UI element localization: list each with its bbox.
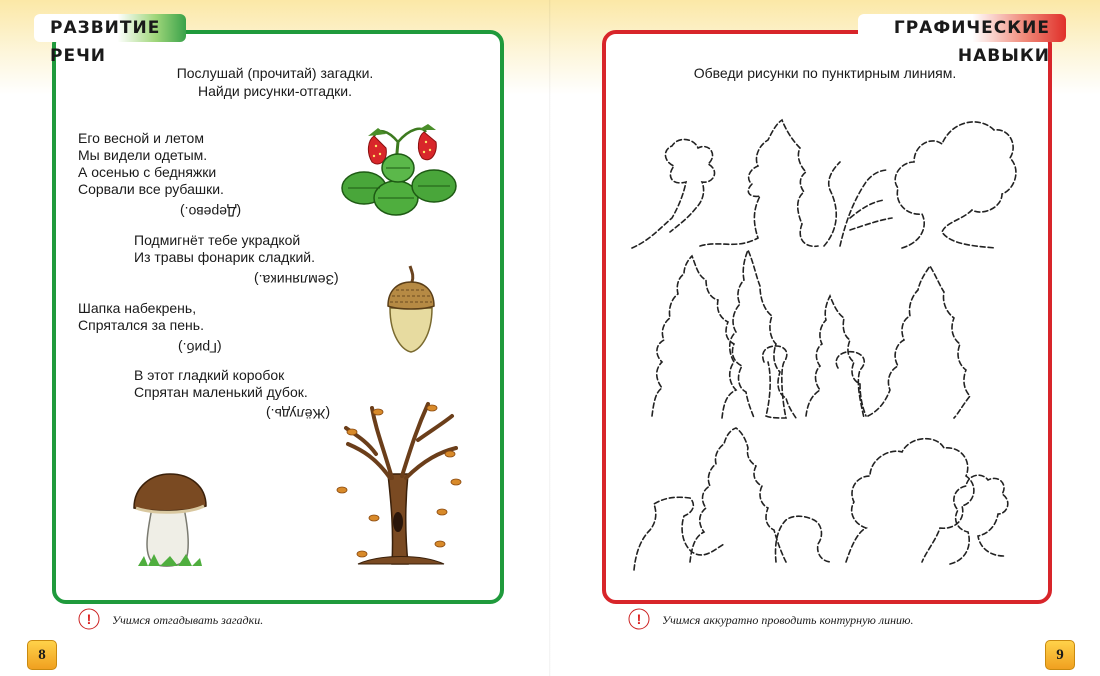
riddle-answer: (Земляника.) <box>254 272 339 288</box>
trace-fir-1 <box>700 120 818 246</box>
intro-line: Найди рисунки-отгадки. <box>197 83 353 99</box>
page-number-left: 8 <box>27 640 57 670</box>
riddle-1 <box>78 130 224 198</box>
left-section-title: РАЗВИТИЕ РЕЧИ <box>34 14 186 42</box>
trace-oak-bush <box>895 122 1016 248</box>
riddle-answer: (Гриб.) <box>178 340 222 356</box>
riddle-line: Из травы фонарик сладкий. <box>134 249 315 265</box>
adult-note-icon <box>76 606 102 632</box>
trace-mushroom-2 <box>763 346 787 418</box>
riddle-answer: (Жёлудь.) <box>266 406 331 422</box>
svg-text:!: ! <box>86 611 92 627</box>
riddle-line: В этот гладкий коробок <box>134 367 285 383</box>
riddle-line: Мы видели одетым. <box>78 147 208 163</box>
trace-tree-round <box>846 439 974 562</box>
trace-fir-5 <box>868 266 970 418</box>
riddle-line: Подмигнёт тебе украдкой <box>134 232 301 248</box>
mushroom-picture <box>130 468 210 570</box>
trace-bush-right <box>950 475 1008 564</box>
trace-mushroom-4 <box>634 497 724 570</box>
intro-line: Послушай (прочитай) загадки. <box>176 65 374 81</box>
riddle-line: А осенью с бедняжки <box>78 164 217 180</box>
spread-divider <box>549 0 551 676</box>
riddle-line: Спрятался за пень. <box>78 317 204 333</box>
dotted-tracing-figures <box>610 100 1030 580</box>
adult-note-icon <box>626 606 652 632</box>
trace-fir-3 <box>722 250 796 418</box>
riddle-line: Спрятан маленький дубок. <box>134 384 308 400</box>
acorn-picture <box>382 262 440 354</box>
right-section-title: ГРАФИЧЕСКИЕ НАВЫКИ <box>858 14 1066 42</box>
page-number-right: 9 <box>1045 640 1075 670</box>
riddle-3 <box>78 300 204 334</box>
right-footer-note: Учимся аккуратно проводить контурную линию. <box>662 613 914 627</box>
riddle-line: Его весной и летом <box>78 130 204 146</box>
trace-fir-4 <box>806 296 866 416</box>
riddle-line: Шапка набекрень, <box>78 300 197 316</box>
right-intro: Обведи рисунки по пунктирным линиям. <box>693 65 957 81</box>
left-footer-note: Учимся отгадывать загадки. <box>112 613 264 627</box>
left-intro <box>120 64 430 100</box>
riddle-line: Сорвали все рубашки. <box>78 181 224 197</box>
trace-bush-small <box>632 139 715 248</box>
riddle-answer: (Дерево.) <box>180 204 242 220</box>
trace-fir-6 <box>690 428 786 562</box>
trace-mushroom-5 <box>775 516 832 562</box>
riddle-4 <box>134 367 308 401</box>
riddle-2 <box>134 232 315 266</box>
tree-picture <box>332 394 468 572</box>
trace-fir-2 <box>652 256 754 418</box>
strawberry-picture <box>338 112 462 224</box>
svg-text:!: ! <box>636 611 642 627</box>
trace-grass <box>824 162 892 246</box>
